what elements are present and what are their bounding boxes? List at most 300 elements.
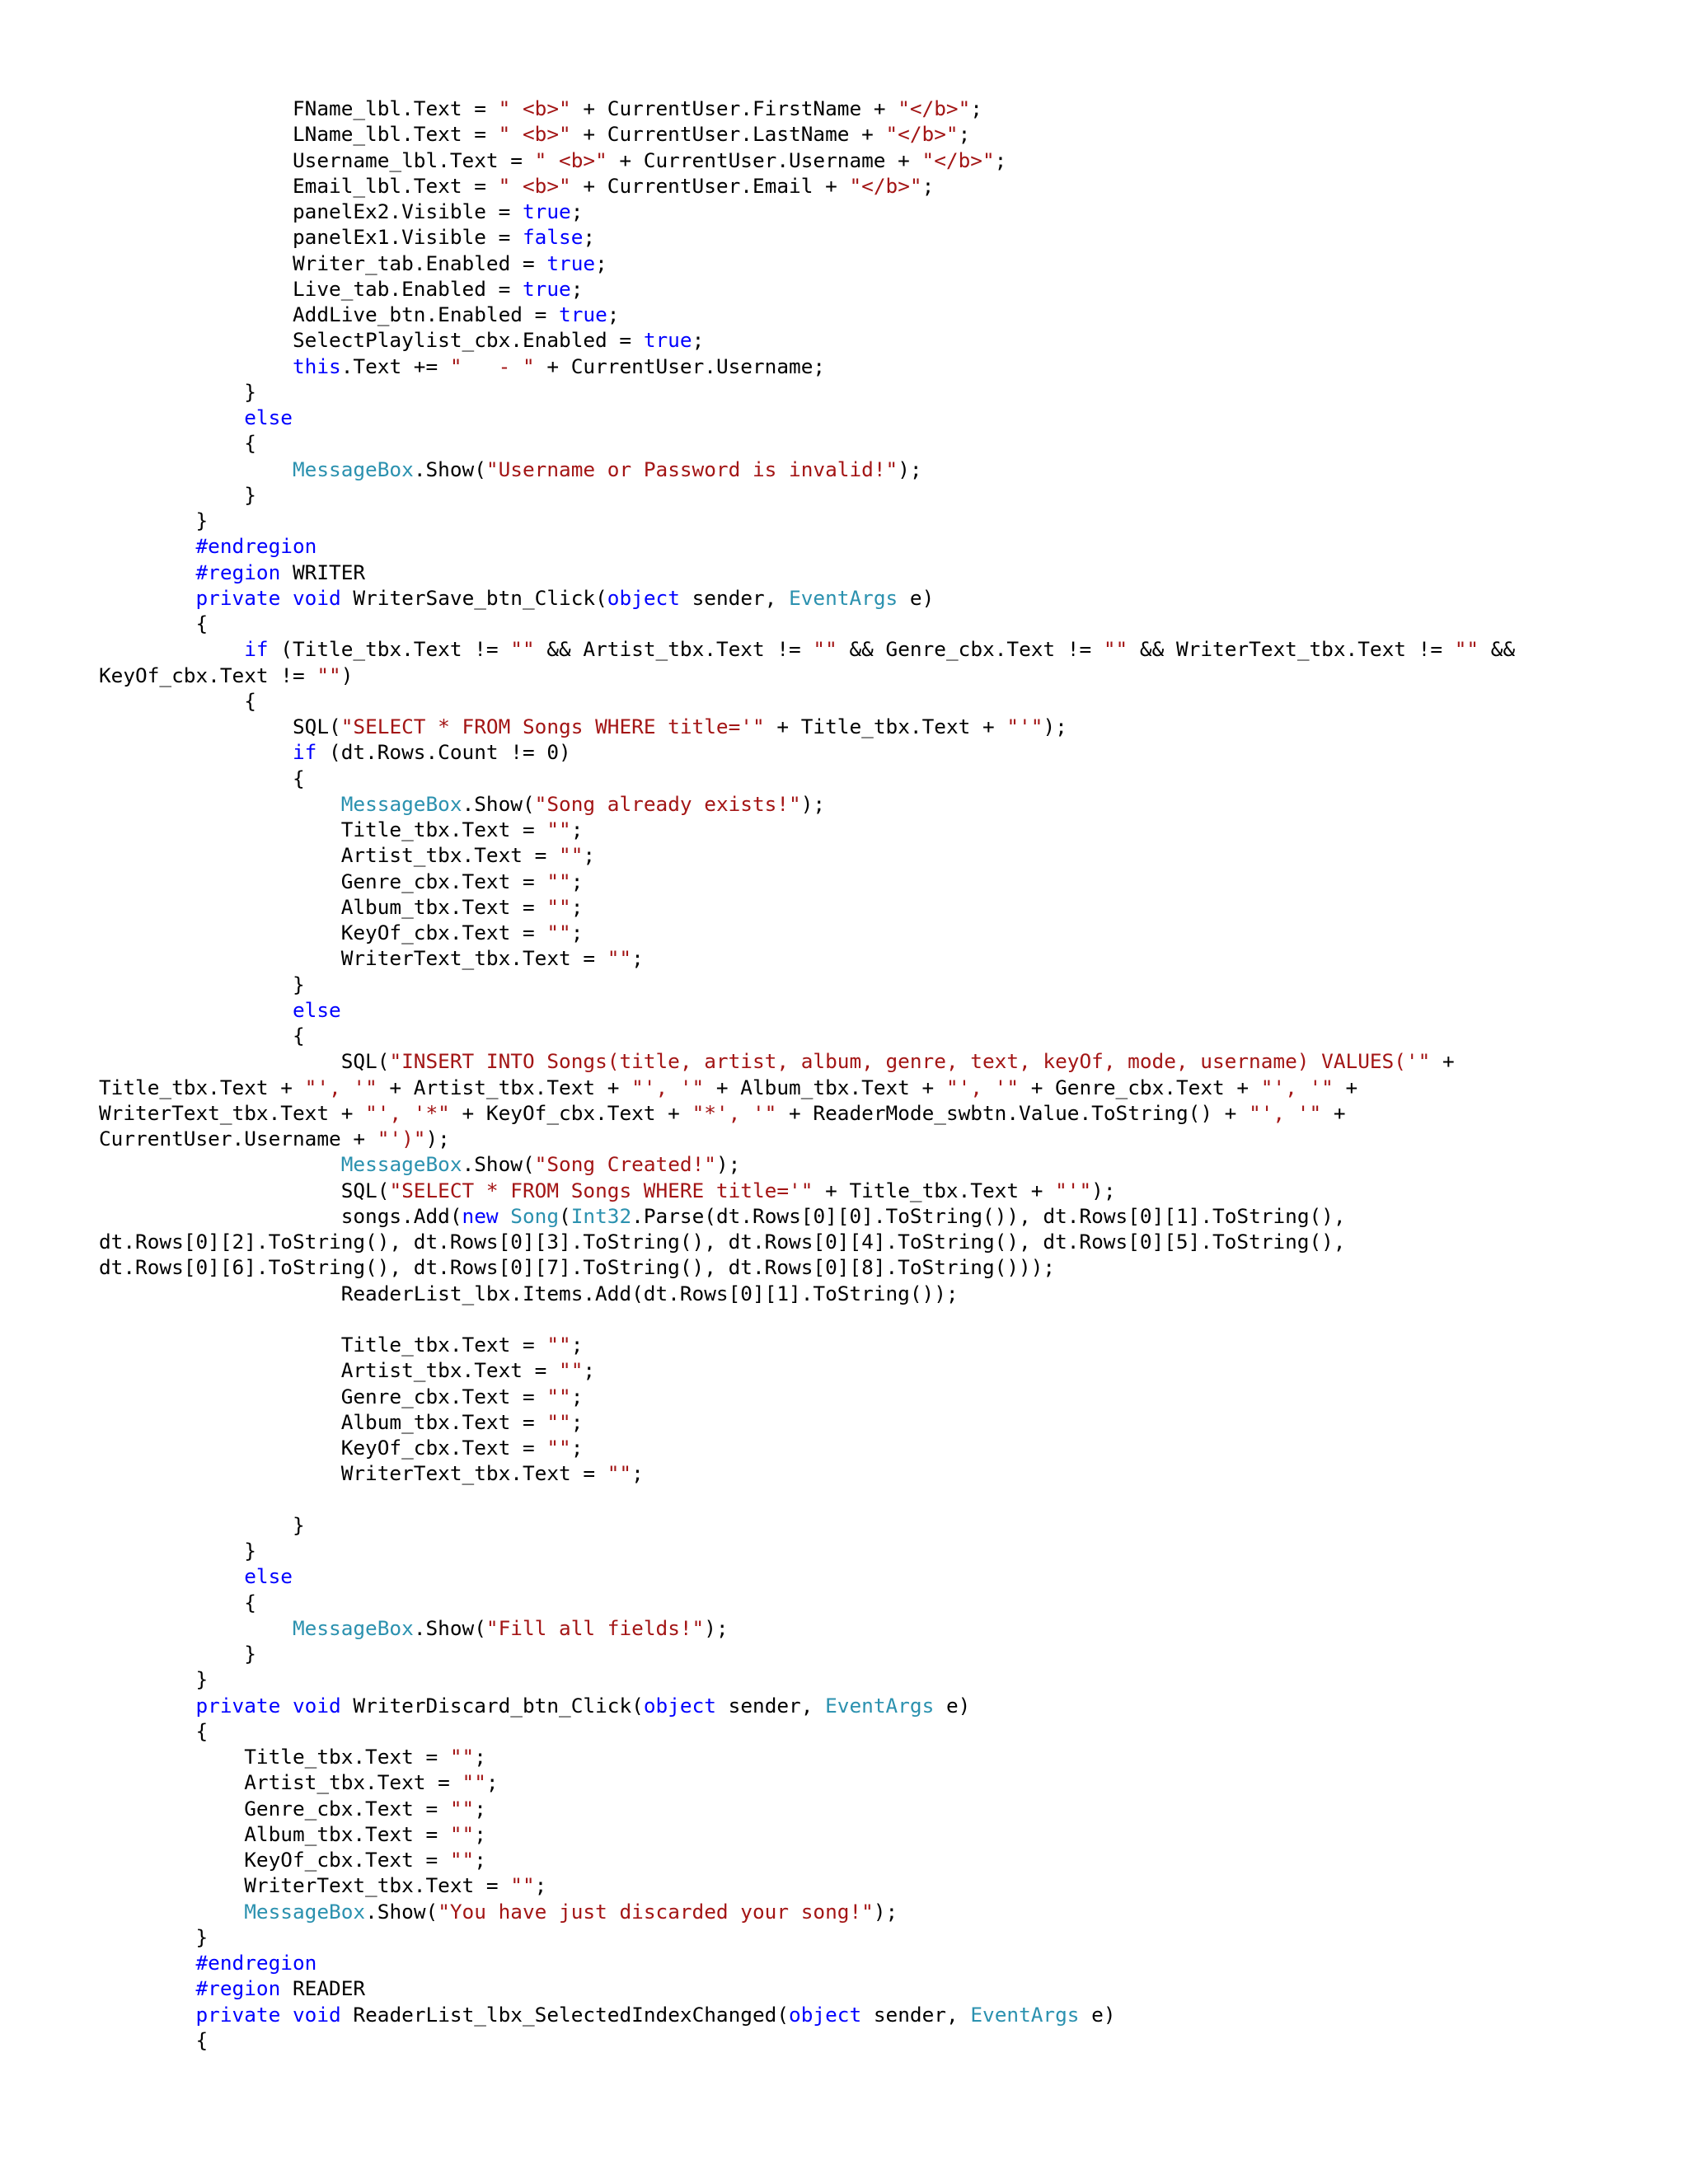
code-text: ; — [485, 1770, 499, 1795]
string-literal: "" — [546, 869, 571, 893]
string-literal: "Username or Password is invalid!" — [485, 457, 898, 481]
code-text: { — [99, 1590, 256, 1615]
code-text: + CurrentUser.Username + — [607, 148, 922, 172]
string-literal: "" — [546, 1333, 571, 1357]
code-text — [99, 586, 195, 610]
code-text: Genre_cbx.Text = — [99, 1384, 547, 1408]
code-line — [99, 405, 1648, 430]
code-text: + CurrentUser.Username; — [534, 354, 826, 378]
code-line — [99, 302, 1648, 327]
code-text: .Show( — [462, 791, 535, 816]
code-text: + — [1321, 1100, 1346, 1125]
code-text: Album_tbx.Text = — [99, 1821, 450, 1846]
string-literal: "', '" — [631, 1075, 705, 1099]
string-literal: "INSERT INTO Songs(title, artist, album, genre, text, keyOf, mode, username) VALUES('" — [389, 1049, 1431, 1074]
code-text: } — [99, 482, 256, 507]
code-line — [99, 1693, 1648, 1718]
code-text: Username_lbl.Text = — [99, 148, 535, 172]
keyword-token: private — [195, 2002, 281, 2027]
type-name: MessageBox — [244, 1899, 366, 1924]
string-literal: "" — [449, 1821, 475, 1846]
code-text — [99, 534, 195, 558]
string-literal: "', '*" — [365, 1100, 450, 1125]
code-text: WriterText_tbx.Text = — [99, 1461, 607, 1486]
code-line — [99, 1950, 1648, 1975]
string-literal: "" — [546, 921, 571, 944]
code-text: .Text += — [340, 354, 450, 378]
code-text: .Show( — [413, 457, 486, 481]
code-text: ; — [570, 1436, 584, 1460]
code-text: Album_tbx.Text = — [99, 894, 547, 919]
code-line — [99, 714, 1648, 739]
string-literal: "', '" — [945, 1075, 1020, 1099]
code-line — [99, 585, 1648, 611]
keyword-token: true — [559, 302, 607, 326]
string-literal: " <b>" — [498, 122, 571, 147]
code-line — [99, 508, 1648, 533]
code-text — [99, 1564, 244, 1588]
string-literal: "" — [462, 1770, 486, 1795]
code-line — [99, 1796, 1648, 1821]
code-text — [280, 1694, 293, 1718]
code-text: ; — [970, 96, 982, 120]
code-text: ; — [958, 122, 971, 147]
code-text: ; — [570, 818, 584, 841]
code-line — [99, 945, 1648, 971]
string-literal: "" — [607, 946, 632, 971]
code-line — [99, 1847, 1648, 1872]
code-line — [99, 96, 1648, 121]
code-line — [99, 869, 1648, 894]
code-text: && Genre_cbx.Text != — [837, 637, 1104, 662]
string-literal: "" — [607, 1461, 632, 1486]
string-literal: "" — [1103, 637, 1128, 662]
code-line — [99, 1384, 1648, 1409]
code-text: Artist_tbx.Text = — [99, 1358, 560, 1383]
string-literal: " <b>" — [498, 173, 571, 198]
code-text: dt.Rows[0][6].ToString(), dt.Rows[0][7].ToString(), dt.Rows[0][8].ToString())); — [99, 1255, 1056, 1280]
code-text: panelEx2.Visible = — [99, 199, 523, 223]
string-literal: "</b>" — [885, 122, 959, 147]
string-literal: "'" — [1055, 1178, 1092, 1202]
code-text: } — [99, 1539, 256, 1563]
type-name: MessageBox — [340, 791, 462, 816]
code-text: ; — [692, 328, 705, 353]
keyword-token: #endregion — [195, 534, 317, 559]
string-literal: "Song Created!" — [534, 1152, 716, 1177]
keyword-token: private — [195, 1693, 281, 1718]
code-text: ReaderList_lbx.Items.Add(dt.Rows[0][1].ToString()); — [99, 1281, 959, 1305]
code-text: && WriterText_tbx.Text != — [1128, 637, 1455, 662]
code-text: { — [99, 2027, 209, 2052]
keyword-token: else — [292, 997, 341, 1022]
code-text: + CurrentUser.Email + — [570, 173, 850, 198]
code-line — [99, 611, 1648, 636]
code-text: + CurrentUser.FirstName + — [570, 96, 898, 120]
keyword-token: true — [643, 328, 692, 353]
code-line — [99, 1075, 1648, 1100]
code-text: ; — [631, 946, 644, 971]
keyword-token: true — [522, 276, 571, 301]
keyword-token: if — [244, 637, 269, 662]
string-literal: "</b>" — [898, 96, 971, 120]
code-text: } — [99, 379, 256, 404]
type-name: MessageBox — [292, 1615, 414, 1640]
code-text: ); — [898, 457, 922, 481]
string-literal: "', '" — [304, 1075, 377, 1099]
code-text — [99, 1616, 293, 1640]
code-text: ); — [425, 1127, 450, 1151]
code-line — [99, 199, 1648, 224]
type-name: EventArgs — [970, 2002, 1080, 2027]
code-text: e) — [898, 585, 935, 610]
code-text: + ReaderMode_swbtn.Value.ToString() + — [776, 1100, 1250, 1125]
string-literal: "" — [813, 637, 837, 662]
string-literal: "</b>" — [849, 173, 922, 198]
string-literal: "" — [316, 663, 341, 687]
string-literal: "', '" — [1260, 1075, 1334, 1099]
code-text: + Genre_cbx.Text + — [1019, 1075, 1261, 1099]
code-text: ; — [570, 1409, 584, 1434]
code-line — [99, 1718, 1648, 1744]
code-line — [99, 1975, 1648, 2001]
code-line — [99, 148, 1648, 173]
code-line — [99, 791, 1648, 817]
code-line — [99, 1126, 1648, 1151]
keyword-token: object — [607, 585, 680, 610]
code-text: KeyOf_cbx.Text = — [99, 1436, 547, 1460]
code-text: ; — [474, 1821, 486, 1846]
code-text: } — [99, 1642, 256, 1666]
keyword-token: else — [244, 405, 293, 429]
string-literal: " <b>" — [534, 148, 607, 172]
keyword-token: #endregion — [195, 1951, 317, 1975]
string-literal: "SELECT * FROM Songs WHERE title='" — [340, 715, 765, 738]
code-text: READER — [280, 1976, 366, 2001]
code-line — [99, 1254, 1648, 1280]
keyword-token: true — [546, 251, 596, 275]
code-line — [99, 766, 1648, 791]
code-line — [99, 457, 1648, 482]
string-literal: "*', '" — [692, 1100, 777, 1125]
code-text: ; — [474, 1848, 486, 1872]
code-text: Live_tab.Enabled = — [99, 276, 523, 301]
code-text: .Show( — [365, 1899, 438, 1924]
code-text: Email_lbl.Text = — [99, 173, 499, 198]
code-text: ); — [715, 1152, 741, 1177]
code-line — [99, 1769, 1648, 1795]
code-text: ReaderList_lbx_SelectedIndexChanged( — [340, 2002, 790, 2027]
code-line — [99, 1357, 1648, 1383]
code-text: + — [1333, 1075, 1358, 1099]
code-text: WriterText_tbx.Text + — [99, 1100, 366, 1125]
code-text: e) — [934, 1693, 971, 1718]
keyword-token: true — [522, 199, 571, 223]
code-line — [99, 560, 1648, 585]
code-line — [99, 1666, 1648, 1692]
code-text: .Parse(dt.Rows[0][0].ToString()), dt.Rows[0][1].ToString(), — [631, 1203, 1346, 1228]
code-text — [99, 1976, 195, 2000]
type-name: Song — [510, 1203, 560, 1228]
code-text: + Artist_tbx.Text + — [377, 1075, 632, 1099]
code-line — [99, 1538, 1648, 1563]
code-text: ; — [474, 1745, 486, 1769]
code-text: } — [99, 1924, 209, 1949]
code-text: Title_tbx.Text = — [99, 1333, 547, 1357]
keyword-token: this — [292, 354, 341, 378]
code-line — [99, 1899, 1648, 1924]
string-literal: "" — [546, 818, 571, 841]
code-text: sender, — [715, 1693, 826, 1718]
string-literal: "" — [559, 843, 584, 868]
code-text: + — [1430, 1049, 1455, 1074]
string-literal: "Song already exists!" — [534, 791, 801, 816]
code-text — [99, 1951, 195, 1975]
code-line — [99, 663, 1648, 688]
keyword-token: private — [195, 585, 281, 610]
string-literal: "'" — [1006, 715, 1043, 738]
code-line — [99, 842, 1648, 868]
code-line — [99, 2002, 1648, 2027]
code-listing — [99, 96, 1648, 2053]
code-text: (Title_tbx.Text != — [268, 637, 511, 662]
string-literal: "You have just discarded your song!" — [438, 1899, 874, 1924]
code-text: ; — [570, 894, 584, 919]
code-text: sender, — [679, 585, 790, 610]
keyword-token: new — [462, 1203, 499, 1228]
code-line — [99, 1641, 1648, 1666]
code-line — [99, 430, 1648, 456]
code-text: Genre_cbx.Text = — [99, 1796, 450, 1821]
code-text: Artist_tbx.Text = — [99, 843, 560, 868]
code-text: .Show( — [462, 1152, 535, 1177]
code-text: ; — [570, 869, 584, 893]
code-line — [99, 920, 1648, 945]
code-line — [99, 327, 1648, 353]
code-line — [99, 224, 1648, 250]
code-line — [99, 817, 1648, 842]
code-line — [99, 1460, 1648, 1486]
code-text: } — [99, 1512, 305, 1537]
code-text: panelEx1.Visible = — [99, 225, 523, 250]
code-line — [99, 1048, 1648, 1074]
string-literal: "</b>" — [921, 148, 995, 172]
code-text: { — [99, 1024, 305, 1047]
code-text: sender, — [861, 2002, 971, 2027]
code-text: ; — [534, 1873, 547, 1898]
code-line — [99, 379, 1648, 405]
string-literal: "Fill all fields!" — [485, 1615, 705, 1640]
string-literal: "" — [449, 1796, 475, 1821]
code-line — [99, 1409, 1648, 1435]
code-text: } — [99, 509, 209, 532]
code-text: ; — [570, 199, 584, 223]
keyword-token: void — [292, 585, 341, 610]
code-line — [99, 1512, 1648, 1538]
code-text: FName_lbl.Text = — [99, 96, 499, 120]
code-line — [99, 2027, 1648, 2053]
string-literal: "" — [449, 1745, 475, 1769]
code-text: Genre_cbx.Text = — [99, 869, 547, 893]
code-text: } — [99, 1667, 209, 1692]
code-line — [99, 894, 1648, 920]
code-text: + CurrentUser.LastName + — [570, 122, 886, 147]
code-text: WriterDiscard_btn_Click( — [340, 1693, 644, 1718]
code-line — [99, 1023, 1648, 1048]
keyword-token: object — [643, 1693, 716, 1718]
code-line — [99, 688, 1648, 714]
code-text: ; — [994, 148, 1007, 172]
code-line — [99, 1821, 1648, 1847]
code-line — [99, 1615, 1648, 1641]
code-text: LName_lbl.Text = — [99, 122, 499, 147]
code-text: ; — [921, 173, 935, 198]
code-line — [99, 739, 1648, 765]
code-text: Writer_tab.Enabled = — [99, 251, 547, 275]
code-text: ; — [570, 276, 584, 301]
code-text: KeyOf_cbx.Text = — [99, 921, 547, 944]
code-text — [499, 1204, 511, 1228]
code-text — [99, 1694, 195, 1718]
string-literal: "" — [546, 1436, 571, 1460]
code-text: Artist_tbx.Text = — [99, 1770, 462, 1795]
keyword-token: false — [522, 225, 584, 250]
code-line — [99, 1563, 1648, 1589]
code-text: SelectPlaylist_cbx.Enabled = — [99, 328, 644, 353]
code-text: Title_tbx.Text = — [99, 818, 547, 841]
code-line — [99, 1151, 1648, 1177]
type-name: EventArgs — [789, 585, 898, 610]
code-text: SQL( — [99, 1178, 390, 1202]
code-text: ; — [583, 843, 596, 868]
code-line — [99, 1100, 1648, 1126]
code-text — [99, 457, 293, 481]
code-text: ; — [631, 1461, 644, 1486]
code-line — [99, 1872, 1648, 1898]
code-text: && — [1479, 637, 1516, 662]
code-text: WRITER — [280, 560, 366, 584]
code-text — [99, 560, 195, 584]
code-line — [99, 1281, 1648, 1306]
code-text: Title_tbx.Text + — [99, 1075, 305, 1099]
code-text: ; — [570, 1333, 584, 1357]
code-text: + Album_tbx.Text + — [704, 1075, 946, 1099]
code-line — [99, 482, 1648, 508]
type-name: Int32 — [570, 1203, 632, 1228]
code-text: && Artist_tbx.Text != — [534, 637, 814, 662]
code-text — [99, 637, 244, 661]
code-text: ); — [800, 791, 826, 816]
code-line — [99, 997, 1648, 1023]
code-text: ; — [595, 251, 607, 275]
code-text: KeyOf_cbx.Text = — [99, 1848, 450, 1872]
keyword-token: else — [244, 1564, 293, 1589]
type-name: MessageBox — [340, 1152, 462, 1177]
code-line — [99, 1332, 1648, 1357]
keyword-token: void — [292, 2002, 341, 2027]
code-text — [99, 354, 293, 378]
code-text — [99, 740, 293, 764]
code-text: + Title_tbx.Text + — [813, 1178, 1056, 1202]
code-text: songs.Add( — [99, 1203, 462, 1228]
code-text: { — [99, 612, 209, 635]
code-text: ( — [559, 1203, 571, 1228]
string-literal: " <b>" — [498, 96, 571, 120]
code-text — [99, 1900, 244, 1924]
code-text: ; — [583, 1358, 596, 1383]
type-name: MessageBox — [292, 457, 414, 481]
code-line — [99, 533, 1648, 559]
code-text: .Show( — [413, 1615, 486, 1640]
code-text: ; — [570, 1384, 584, 1408]
code-text: ; — [474, 1796, 486, 1821]
code-text: WriterText_tbx.Text = — [99, 1873, 511, 1898]
code-line — [99, 173, 1648, 199]
code-text: ; — [583, 225, 596, 250]
code-line — [99, 1590, 1648, 1615]
code-text: { — [99, 766, 305, 790]
string-literal: "')" — [377, 1127, 426, 1151]
code-text — [99, 1152, 341, 1176]
code-text: Title_tbx.Text = — [99, 1745, 450, 1769]
code-line — [99, 1924, 1648, 1950]
code-text: WriterSave_btn_Click( — [340, 585, 607, 610]
keyword-token: if — [292, 740, 317, 765]
keyword-token: #region — [195, 1976, 281, 2001]
string-literal: "" — [449, 1848, 475, 1872]
string-literal: "" — [559, 1358, 584, 1383]
string-literal: "" — [1454, 637, 1479, 662]
code-text: { — [99, 688, 256, 713]
code-text: SQL( — [99, 1049, 390, 1074]
code-text: WriterText_tbx.Text = — [99, 946, 607, 971]
code-text — [99, 792, 341, 816]
code-text: + Title_tbx.Text + — [764, 715, 1007, 738]
code-text: ); — [1043, 715, 1067, 738]
code-text: + KeyOf_cbx.Text + — [449, 1100, 692, 1125]
keyword-token: void — [292, 1693, 341, 1718]
code-line — [99, 1435, 1648, 1460]
string-literal: "', '" — [1249, 1100, 1322, 1125]
code-text — [99, 405, 244, 429]
string-literal: "SELECT * FROM Songs WHERE title='" — [389, 1178, 814, 1202]
keyword-token: object — [789, 2002, 862, 2027]
code-text — [280, 2003, 293, 2027]
code-text — [280, 586, 293, 610]
code-text: dt.Rows[0][2].ToString(), dt.Rows[0][3].ToString(), dt.Rows[0][4].ToString(), dt.Rows[0][5].ToString(), — [99, 1230, 1346, 1254]
string-literal: "" — [546, 1384, 571, 1408]
code-text: AddLive_btn.Enabled = — [99, 302, 560, 326]
code-text: ; — [607, 302, 620, 326]
string-literal: "" — [546, 1409, 571, 1434]
code-text: ); — [704, 1615, 729, 1640]
code-text: { — [99, 1718, 209, 1743]
code-line — [99, 354, 1648, 379]
code-text: { — [99, 431, 256, 456]
code-text: e) — [1079, 2002, 1116, 2027]
string-literal: "" — [546, 894, 571, 919]
code-line — [99, 1203, 1648, 1229]
code-line — [99, 276, 1648, 302]
code-text: } — [99, 972, 305, 996]
code-line — [99, 121, 1648, 147]
code-text: KeyOf_cbx.Text != — [99, 663, 317, 687]
code-line — [99, 1178, 1648, 1203]
code-line — [99, 251, 1648, 276]
code-text — [99, 2003, 195, 2027]
string-literal: "" — [510, 1873, 535, 1898]
type-name: EventArgs — [825, 1693, 935, 1718]
